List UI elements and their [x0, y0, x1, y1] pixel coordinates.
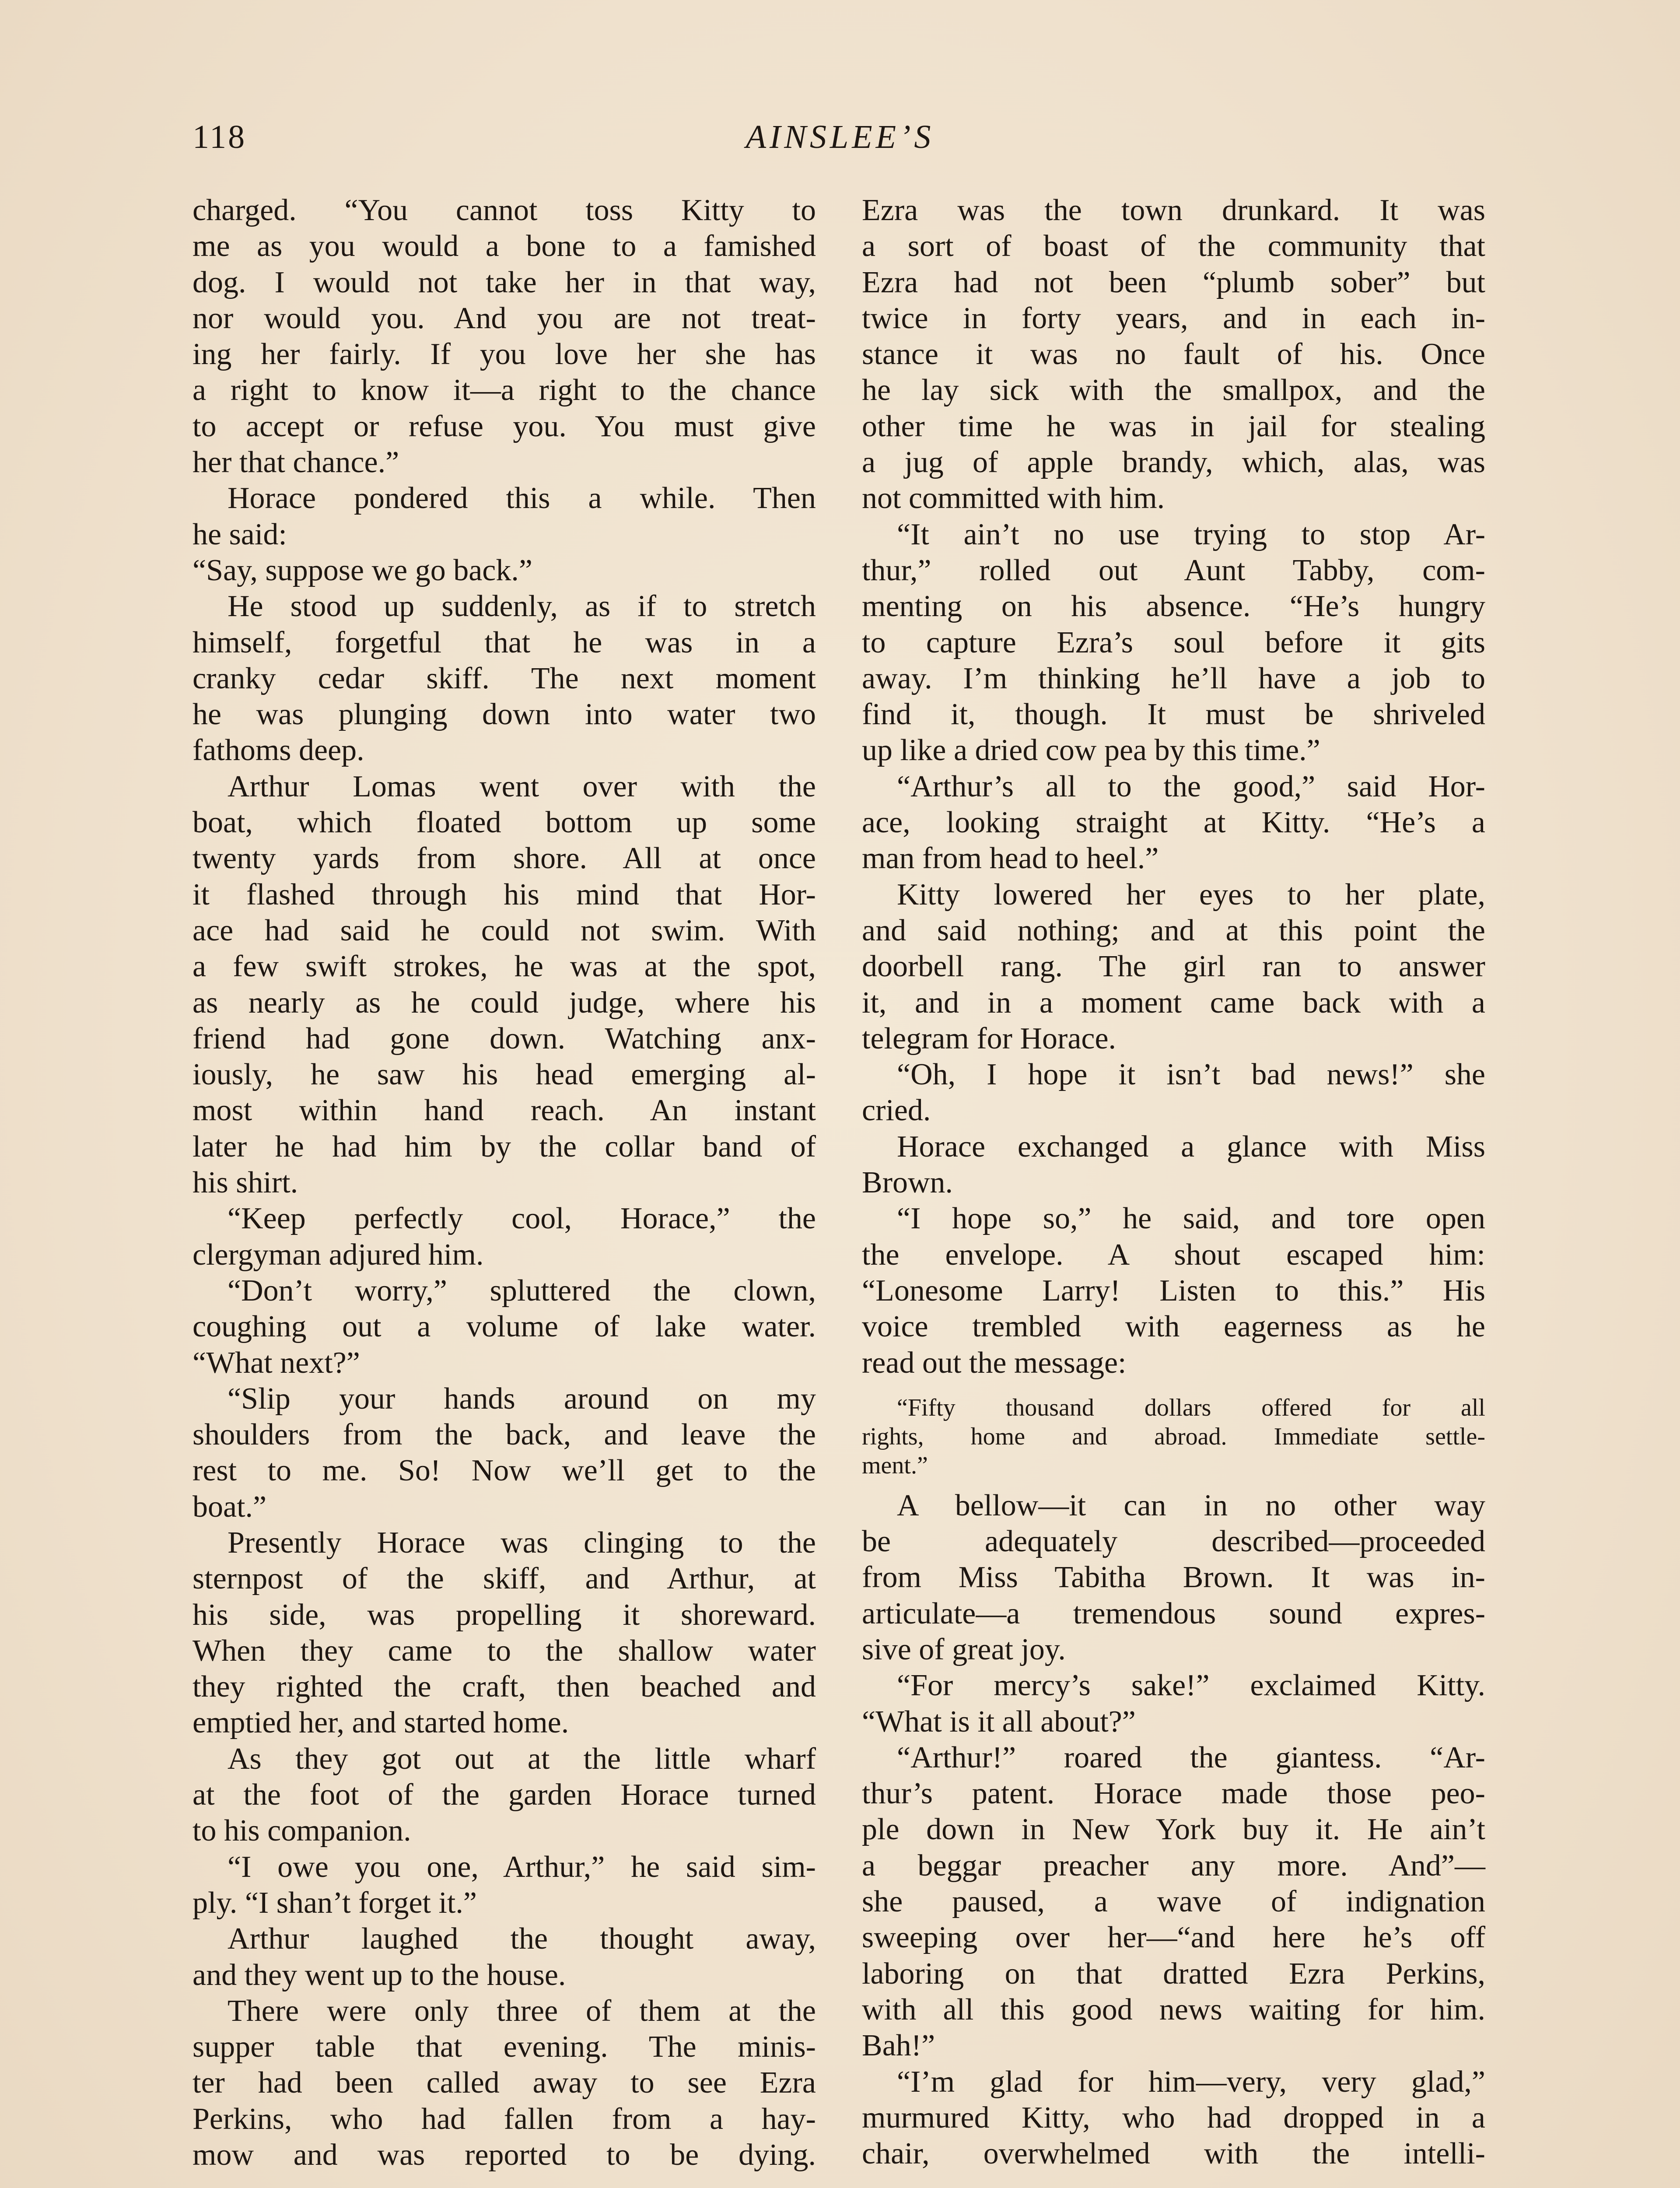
text-line: a sort of boast of the community that	[862, 229, 1485, 263]
text-line: Arthur Lomas went over with the	[228, 769, 816, 803]
text-line: “What is it all about?”	[862, 1704, 1136, 1739]
text-line: ment.”	[862, 1452, 928, 1479]
text-line: boat, which floated bottom up some	[192, 806, 816, 840]
text-line: Perkins, who had fallen from a hay-	[192, 2102, 816, 2136]
telegram-quote	[862, 1393, 1485, 1480]
text-line: doorbell rang. The girl ran to answer	[862, 950, 1485, 984]
text-line: with all this good news waiting for him.	[862, 1992, 1485, 2027]
text-line: a jug of apple brandy, which, alas, was	[862, 445, 1485, 480]
text-line: chair, overwhelmed with the intelli-	[862, 2137, 1485, 2171]
text-line: “I hope so,” he said, and tore open	[897, 1202, 1485, 1236]
page-header	[192, 118, 1488, 166]
text-line: dog. I would not take her in that way,	[192, 265, 816, 299]
text-line: a beggar preacher any more. And”—	[862, 1848, 1485, 1883]
text-line: ing her fairly. If you love her she has	[192, 337, 816, 372]
text-line: “I owe you one, Arthur,” he said sim-	[228, 1850, 816, 1884]
text-line: sweeping over her—“and here he’s off	[862, 1921, 1485, 1955]
text-line: the envelope. A shout escaped him:	[862, 1238, 1485, 1272]
text-line: “Fifty thousand dollars offered for all	[897, 1394, 1485, 1421]
text-line: Ezra was the town drunkard. It was	[862, 193, 1485, 227]
text-line: man from head to heel.”	[862, 842, 1159, 876]
text-line: Bah!”	[862, 2029, 935, 2063]
text-line: cranky cedar skiff. The next moment	[192, 661, 816, 695]
text-line: emptied her, and started home.	[192, 1706, 569, 1740]
text-line: me as you would a bone to a famished	[192, 229, 816, 263]
text-line: laboring on that dratted Ezra Perkins,	[862, 1957, 1485, 1991]
text-line: “Say, suppose we go back.”	[192, 553, 532, 587]
text-line: at the foot of the garden Horace turned	[192, 1778, 816, 1812]
text-line: ply. “I shan’t forget it.”	[192, 1886, 477, 1920]
text-line: thur,” rolled out Aunt Tabby, com-	[862, 553, 1485, 587]
text-line: ter had been called away to see Ezra	[192, 2066, 816, 2100]
text-line: a few swift strokes, he was at the spot,	[192, 950, 816, 984]
text-line: she paused, a wave of indignation	[862, 1885, 1485, 1919]
text-line: to his companion.	[192, 1814, 411, 1848]
text-line: iously, he saw his head emerging al-	[192, 1058, 816, 1092]
text-line: “Keep perfectly cool, Horace,” the	[228, 1202, 816, 1236]
text-line: “For mercy’s sake!” exclaimed Kitty.	[897, 1669, 1485, 1703]
text-line: Horace pondered this a while. Then	[228, 481, 816, 515]
text-line: Ezra had not been “plumb sober” but	[862, 265, 1485, 299]
text-line: twice in forty years, and in each in-	[862, 301, 1485, 335]
text-line: “Don’t worry,” spluttered the clown,	[228, 1273, 816, 1308]
text-line: murmured Kitty, who had dropped in a	[862, 2100, 1485, 2135]
right-column-bottom-text	[862, 1488, 1485, 2172]
text-line: from Miss Tabitha Brown. It was in-	[862, 1560, 1485, 1595]
text-line: Kitty lowered her eyes to her plate,	[897, 877, 1485, 912]
text-line: he lay sick with the smallpox, and the	[862, 373, 1485, 407]
text-line: he was plunging down into water two	[192, 698, 816, 732]
text-line: be adequately described—proceeded	[862, 1525, 1485, 1559]
text-line: away. I’m thinking he’ll have a job to	[862, 661, 1485, 695]
text-line: Brown.	[862, 1166, 953, 1200]
text-line: as nearly as he could judge, where his	[192, 985, 816, 1020]
text-line: twenty yards from shore. All at once	[192, 842, 816, 876]
text-line: A bellow—it can in no other way	[897, 1488, 1485, 1522]
text-line: they righted the craft, then beached and	[192, 1670, 816, 1704]
text-line: to accept or refuse you. You must give	[192, 409, 816, 443]
text-line: “Arthur!” roared the giantess. “Ar-	[897, 1740, 1485, 1774]
text-line: coughing out a volume of lake water.	[192, 1310, 816, 1344]
page-number: 118	[192, 119, 247, 155]
text-line: ple down in New York buy it. He ain’t	[862, 1813, 1485, 1847]
text-line: “Lonesome Larry! Listen to this.” His	[862, 1273, 1485, 1308]
text-line: telegram for Horace.	[862, 1021, 1116, 1055]
text-line: himself, forgetful that he was in a	[192, 625, 816, 659]
text-line: sternpost of the skiff, and Arthur, at	[192, 1562, 816, 1596]
text-line: to capture Ezra’s soul before it gits	[862, 625, 1485, 659]
text-line: “Arthur’s all to the good,” said Hor-	[897, 769, 1485, 803]
text-line: shoulders from the back, and leave the	[192, 1418, 816, 1452]
text-line: “Slip your hands around on my	[228, 1382, 816, 1416]
text-line: voice trembled with eagerness as he	[862, 1310, 1485, 1344]
text-line: “I’m glad for him—very, very glad,”	[897, 2065, 1485, 2099]
text-line: ace had said he could not swim. With	[192, 913, 816, 947]
text-line: other time he was in jail for stealing	[862, 409, 1485, 443]
text-line: and said nothing; and at this point the	[862, 913, 1485, 947]
text-line: As they got out at the little wharf	[228, 1742, 816, 1776]
text-line: it flashed through his mind that Hor-	[192, 877, 816, 912]
text-line: Arthur laughed the thought away,	[228, 1922, 816, 1956]
text-line: “Oh, I hope it isn’t bad news!” she	[897, 1058, 1485, 1092]
text-line: a right to know it—a right to the chance	[192, 373, 816, 407]
text-line: it, and in a moment came back with a	[862, 985, 1485, 1020]
text-line: “What next?”	[192, 1346, 360, 1380]
text-line: charged. “You cannot toss Kitty to	[192, 193, 816, 227]
text-line: stance it was no fault of his. Once	[862, 337, 1485, 372]
text-line: sive of great joy.	[862, 1632, 1066, 1666]
text-line: When they came to the shallow water	[192, 1634, 816, 1668]
running-head: AINSLEE’S	[746, 119, 934, 155]
text-line: not committed with him.	[862, 481, 1165, 515]
text-line: his shirt.	[192, 1166, 298, 1200]
text-line: menting on his absence. “He’s hungry	[862, 589, 1485, 624]
text-line: ace, looking straight at Kitty. “He’s a	[862, 806, 1485, 840]
text-line: thur’s patent. Horace made those peo-	[862, 1777, 1485, 1811]
text-line: find it, though. It must be shriveled	[862, 698, 1485, 732]
text-line: nor would you. And you are not treat-	[192, 301, 816, 335]
text-line: rest to me. So! Now we’ll get to the	[192, 1454, 816, 1488]
text-line: his side, was propelling it shoreward.	[192, 1598, 816, 1632]
text-line: clergyman adjured him.	[192, 1238, 484, 1272]
text-line: he said:	[192, 517, 287, 551]
text-line: up like a dried cow pea by this time.”	[862, 733, 1320, 768]
text-line: her that chance.”	[192, 445, 399, 480]
text-line: “It ain’t no use trying to stop Ar-	[897, 517, 1485, 551]
text-line: There were only three of them at the	[228, 1994, 816, 2028]
text-line: friend had gone down. Watching anx-	[192, 1021, 816, 1055]
text-line: He stood up suddenly, as if to stretch	[228, 589, 816, 624]
left-column	[192, 193, 816, 2173]
right-column-top-text	[862, 193, 1485, 1381]
text-line: and they went up to the house.	[192, 1958, 566, 1992]
text-line: Horace exchanged a glance with Miss	[897, 1129, 1485, 1164]
text-line: read out the message:	[862, 1346, 1127, 1380]
text-line: cried.	[862, 1094, 931, 1128]
text-line: supper table that evening. The minis-	[192, 2030, 816, 2064]
text-line: Presently Horace was clinging to the	[228, 1525, 816, 1560]
text-line: boat.”	[192, 1490, 267, 1524]
text-line: later he had him by the collar band of	[192, 1129, 816, 1164]
text-line: fathoms deep.	[192, 733, 364, 768]
text-line: mow and was reported to be dying.	[192, 2138, 816, 2172]
text-line: rights, home and abroad. Immediate settle-	[862, 1423, 1485, 1450]
text-line: articulate—a tremendous sound expres-	[862, 1596, 1485, 1630]
right-column	[862, 193, 1485, 2172]
text-line: most within hand reach. An instant	[192, 1094, 816, 1128]
